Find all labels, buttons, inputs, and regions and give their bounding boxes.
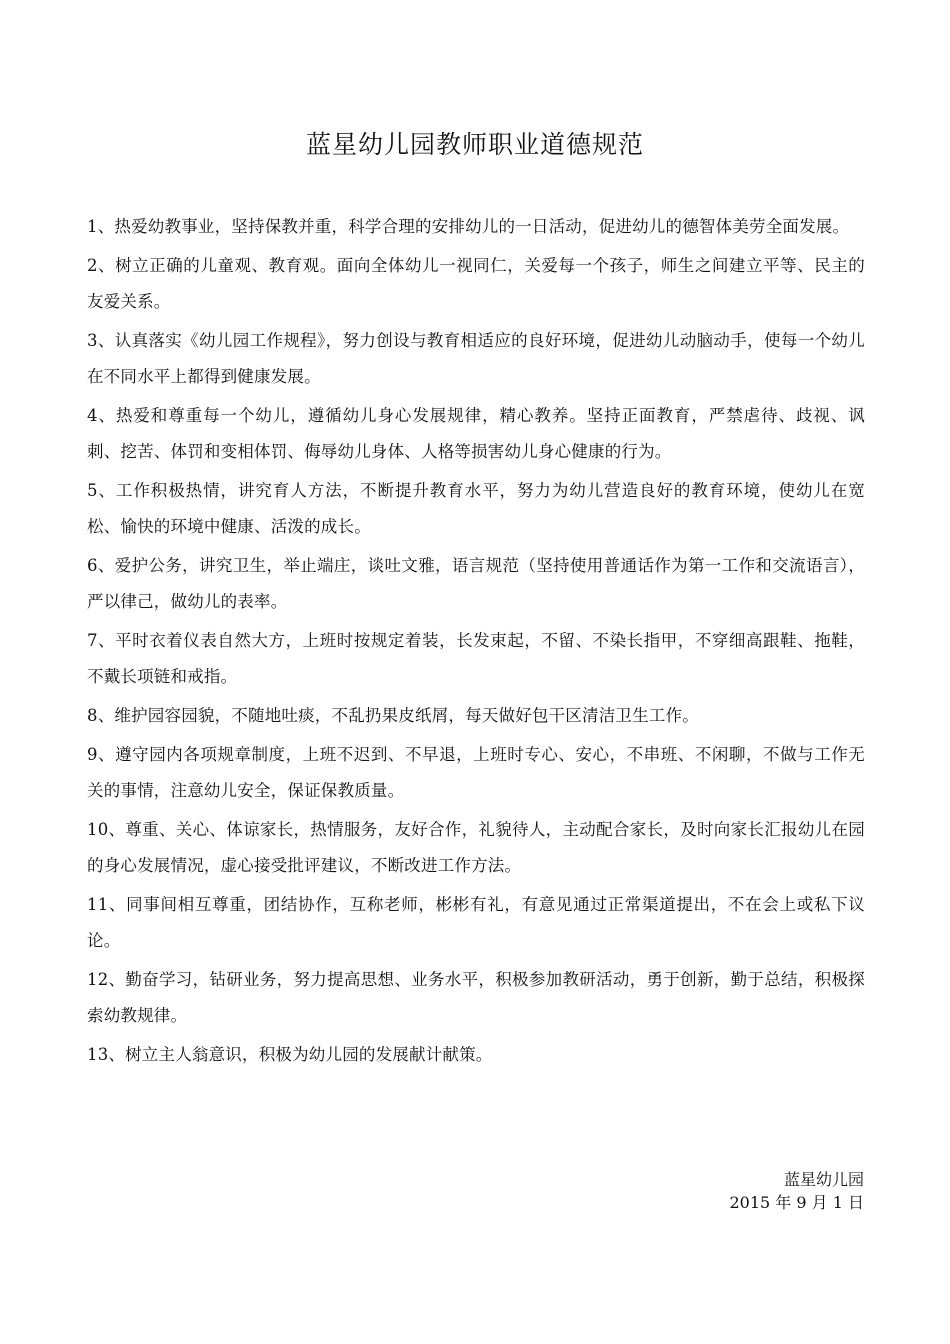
rule-item: 10、尊重、关心、体谅家长，热情服务，友好合作，礼貌待人，主动配合家长，及时向家长汇报幼儿在园的身心发展情况，虚心接受批评建议，不断改进工作方法。 (87, 820, 865, 875)
rule-item: 5、工作积极热情，讲究育人方法，不断提升教育水平，努力为幼儿营造良好的教育环境，使幼儿在宽松、愉快的环境中健康、活泼的成长。 (87, 481, 865, 536)
rule-item: 12、勤奋学习，钻研业务，努力提高思想、业务水平，积极参加教研活动，勇于创新，勤于总结，积极探索幼教规律。 (87, 970, 865, 1025)
document-title: 蓝星幼儿园教师职业道德规范 (305, 130, 644, 159)
rule-item: 13、树立主人翁意识，积极为幼儿园的发展献计献策。 (87, 1045, 493, 1064)
rule-item: 11、同事间相互尊重，团结协作，互称老师，彬彬有礼，有意见通过正常渠道提出，不在会上或私下议论。 (87, 895, 865, 950)
rule-item: 1、热爱幼教事业，坚持保教并重，科学合理的安排幼儿的一日活动，促进幼儿的德智体美劳全面发展。 (87, 217, 850, 236)
rule-item: 3、认真落实《幼儿园工作规程》，努力创设与教育相适应的良好环境，促进幼儿动脑动手，使每一个幼儿在不同水平上都得到健康发展。 (87, 331, 865, 386)
rule-item: 4、热爱和尊重每一个幼儿，遵循幼儿身心发展规律，精心教养。坚持正面教育，严禁虐待、歧视、讽刺、挖苦、体罚和变相体罚、侮辱幼儿身体、人格等损害幼儿身心健康的行为。 (87, 406, 865, 461)
rule-item: 8、维护园容园貌，不随地吐痰，不乱扔果皮纸屑，每天做好包干区清洁卫生工作。 (87, 706, 699, 725)
signature-block (729, 1168, 864, 1214)
rule-item: 9、遵守园内各项规章制度，上班不迟到、不早退，上班时专心、安心，不串班、不闲聊，不做与工作无关的事情，注意幼儿安全，保证保教质量。 (87, 745, 865, 800)
rule-item: 7、平时衣着仪表自然大方，上班时按规定着装，长发束起，不留、不染长指甲，不穿细高跟鞋、拖鞋，不戴长项链和戒指。 (87, 631, 865, 686)
rule-item: 6、爱护公务，讲究卫生，举止端庄，谈吐文雅，语言规范（坚持使用普通话作为第一工作和交流语言），严以律己，做幼儿的表率。 (87, 556, 865, 611)
rule-item: 2、树立正确的儿童观、教育观。面向全体幼儿一视同仁，关爱每一个孩子，师生之间建立平等、民主的友爱关系。 (87, 256, 865, 311)
signature-date: 2015 年 9 月 1 日 (729, 1193, 864, 1212)
rules-list (87, 209, 865, 1076)
signature-organization: 蓝星幼儿园 (783, 1170, 864, 1189)
